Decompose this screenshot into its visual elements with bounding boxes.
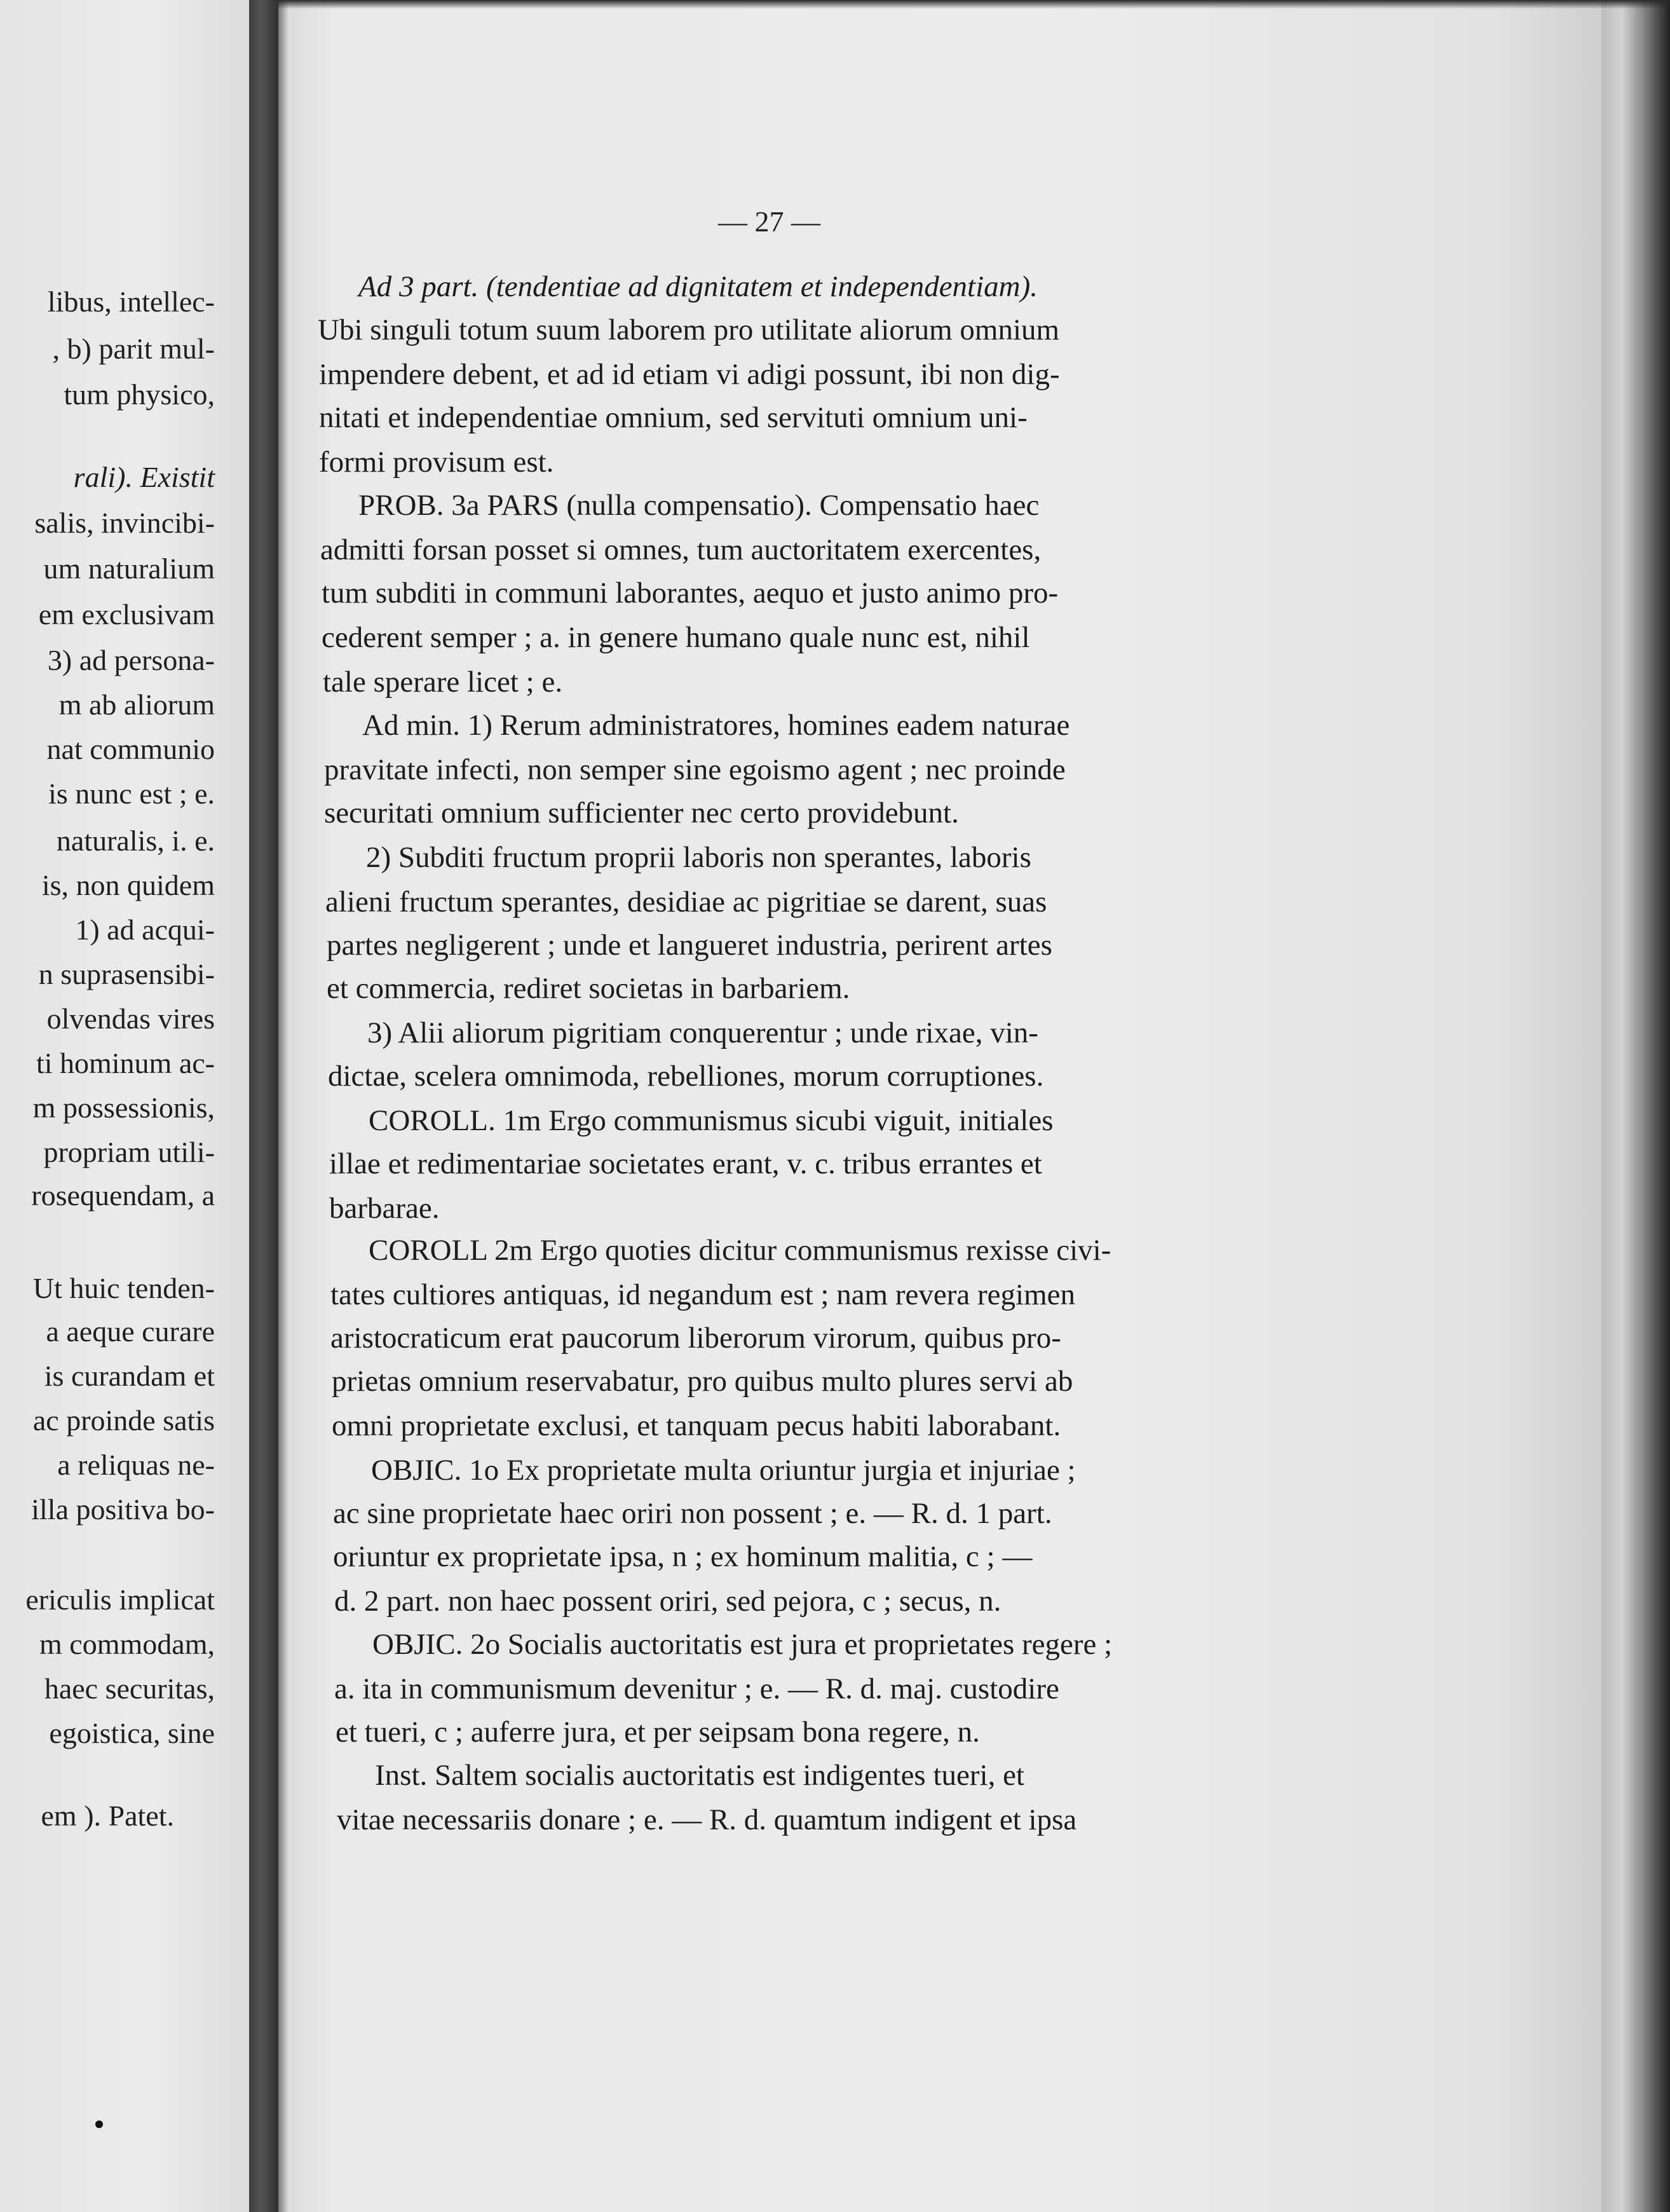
left-page-line: 3) ad persona-	[47, 644, 215, 676]
left-page-line: olvendas vires	[46, 1002, 215, 1035]
left-page-line: a reliquas ne-	[57, 1449, 215, 1481]
text-line: Ad min. 1) Rerum administratores, homines eadem naturae	[362, 709, 1070, 742]
left-page-line: haec securitas,	[44, 1672, 215, 1705]
left-page-line: em exclusivam	[38, 598, 215, 631]
text-line: a. ita in communismum devenitur ; e. — R. d. maj. custodire	[334, 1672, 1059, 1705]
left-page-line: rosequendam, a	[31, 1179, 215, 1212]
top-edge-shadow	[278, 0, 1670, 9]
left-page-line: ericulis implicat	[25, 1583, 215, 1616]
text-line: formi provisum est.	[319, 446, 554, 479]
text-line: 2) Subditi fructum proprii laboris non sperantes, laboris	[366, 841, 1031, 874]
left-page-line: Ut huic tenden-	[32, 1272, 215, 1304]
text-line: partes negligerent ; unde et langueret industria, perirent artes	[327, 929, 1052, 962]
book-gutter	[249, 0, 278, 2212]
gutter-shadow	[278, 0, 289, 2212]
text-line: d. 2 part. non haec possent oriri, sed pejora, c ; secus, n.	[334, 1585, 1001, 1618]
text-line: alieni fructum sperantes, desidiae ac pigritiae se darent, suas	[325, 885, 1047, 918]
left-page-line: 1) ad acqui-	[75, 913, 215, 946]
left-page-line: m possessionis,	[32, 1091, 215, 1124]
left-page-line: is curandam et	[44, 1360, 215, 1392]
ink-spot	[95, 2120, 103, 2128]
left-page-line: um naturalium	[43, 552, 215, 585]
text-line: vitae necessariis donare ; e. — R. d. quamtum indigent et ipsa	[337, 1803, 1077, 1836]
text-line: dictae, scelera omnimoda, rebelliones, morum corruptiones.	[328, 1060, 1044, 1093]
left-page-line: m ab aliorum	[58, 688, 215, 721]
text-line: illae et redimentariae societates erant, v. c. tribus errantes et	[329, 1147, 1042, 1180]
text-line: tates cultiores antiquas, id negandum est ; nam revera regimen	[330, 1278, 1075, 1311]
page-edge	[1601, 0, 1670, 2212]
text-line: et commercia, rediret societas in barbariem.	[327, 972, 850, 1005]
text-line: COROLL 2m Ergo quoties dicitur communismus rexisse civi-	[369, 1234, 1111, 1267]
left-page-line: libus, intellec-	[47, 285, 215, 318]
text-line: et tueri, c ; auferre jura, et per seipsam bona regere, n.	[336, 1716, 980, 1749]
left-page-line: tum physico,	[64, 378, 215, 411]
text-line: tum subditi in communi laborantes, aequo et justo animo pro-	[322, 577, 1059, 610]
text-line: Ubi singuli totum suum laborem pro utilitate aliorum omnium	[318, 313, 1060, 346]
left-page-line: is, non quidem	[41, 869, 215, 901]
text-line: omni proprietate exclusi, et tanquam pecus habiti laborabant.	[332, 1409, 1061, 1442]
left-page-line: m commodam,	[39, 1628, 215, 1660]
left-page-line: rali). Existit	[73, 461, 215, 493]
text-line: cederent semper ; a. in genere humano quale nunc est, nihil	[322, 621, 1030, 654]
text-line: PROB. 3a PARS (nulla compensatio). Compensatio haec	[358, 489, 1040, 522]
previous-page-strip	[0, 0, 249, 2212]
left-page-line: ti hominum ac-	[36, 1047, 215, 1079]
left-page-line: ac proinde satis	[32, 1404, 215, 1437]
text-line: pravitate infecti, non semper sine egoismo agent ; nec proinde	[324, 753, 1066, 786]
left-page-line: n suprasensibi-	[38, 958, 215, 990]
left-page-line: em ). Patet.	[41, 1799, 174, 1832]
page-number: — 27 —	[718, 205, 820, 238]
left-page-line: nat communio	[46, 733, 215, 765]
left-page-line: salis, invincibi-	[34, 507, 215, 539]
text-line: securitati omnium sufficienter nec certo providebunt.	[324, 796, 959, 830]
text-line: barbarae.	[329, 1192, 440, 1225]
text-line: 3) Alii aliorum pigritiam conquerentur ; unde rixae, vin-	[367, 1016, 1038, 1049]
text-line: Inst. Saltem socialis auctoritatis est indigentes tueri, et	[375, 1759, 1025, 1792]
text-line: ac sine proprietate haec oriri non possent ; e. — R. d. 1 part.	[333, 1497, 1052, 1530]
left-page-line: propriam utili-	[43, 1136, 215, 1168]
text-line: aristocraticum erat paucorum liberorum virorum, quibus pro-	[330, 1321, 1061, 1355]
text-line: OBJIC. 1o Ex proprietate multa oriuntur jurgia et injuriae ;	[371, 1454, 1076, 1487]
text-line: tale sperare licet ; e.	[323, 666, 563, 699]
left-page-line: , b) parit mul-	[52, 332, 215, 365]
text-line: prietas omnium reservabatur, pro quibus multo plures servi ab	[332, 1365, 1073, 1398]
text-line: COROLL. 1m Ergo communismus sicubi viguit, initiales	[369, 1104, 1054, 1137]
left-page-line: illa positiva bo-	[31, 1493, 215, 1526]
text-line: impendere debent, et ad id etiam vi adigi possunt, ibi non dig-	[319, 358, 1060, 391]
text-line: admitti forsan posset si omnes, tum auctoritatem exercentes,	[320, 533, 1042, 566]
text-line: nitati et independentiae omnium, sed servituti omnium uni-	[319, 401, 1028, 434]
left-page-line: naturalis, i. e.	[56, 824, 215, 857]
text-line: OBJIC. 2o Socialis auctoritatis est jura et proprietates regere ;	[372, 1628, 1113, 1661]
left-page-line: is nunc est ; e.	[48, 777, 215, 810]
text-line: Ad 3 part. (tendentiae ad dignitatem et independentiam).	[358, 270, 1038, 303]
text-line: oriuntur ex proprietate ipsa, n ; ex hominum malitia, c ; —	[333, 1540, 1033, 1573]
left-page-line: a aeque curare	[46, 1315, 215, 1348]
left-page-line: egoistica, sine	[49, 1717, 215, 1749]
